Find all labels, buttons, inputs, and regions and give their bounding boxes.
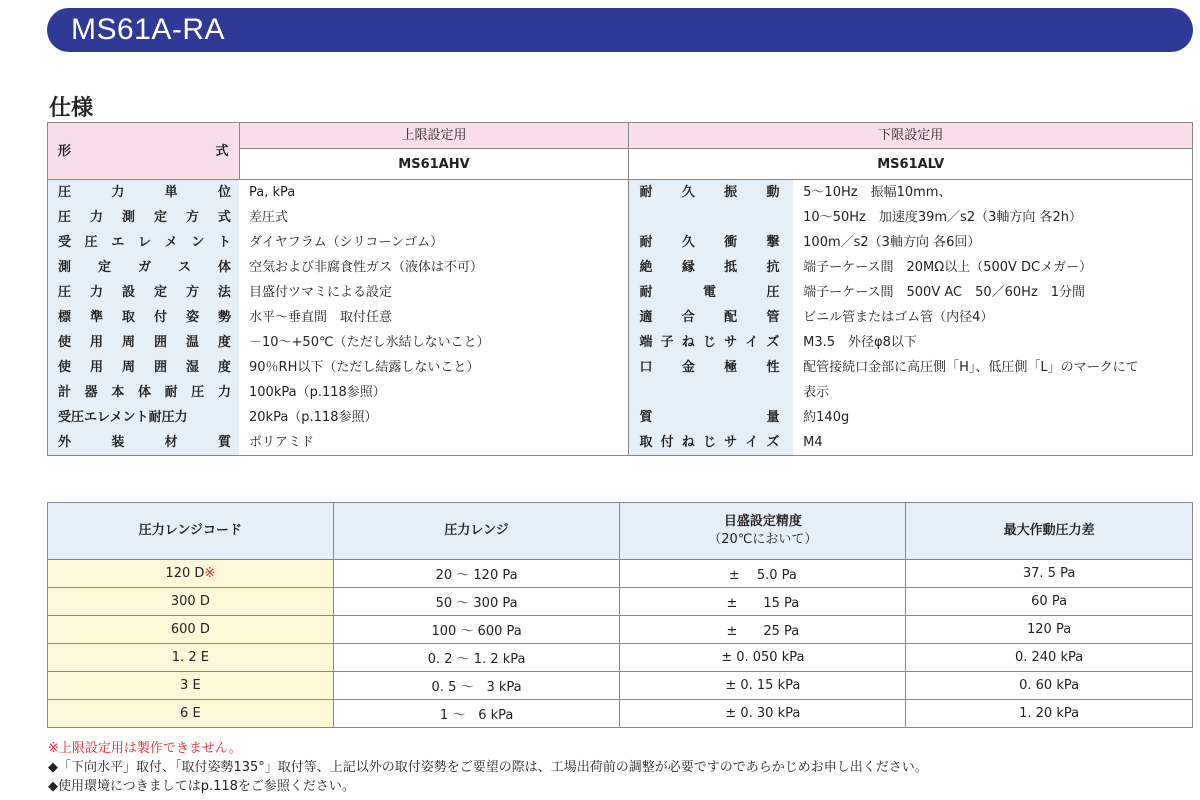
header-pressure-range: 圧力レンジ [333,503,620,560]
note-upper-limit: ※上限設定用は製作できません。 [48,741,242,756]
model-label: 形 式 [58,143,229,159]
spec-left-label [48,255,240,280]
range-code: 120 D※ [48,560,334,588]
spec-right-label [629,305,793,330]
spec-right-value: 端子ーケース間 500V AC 50／60Hz 1分間 [793,280,1192,305]
range-accuracy: ± 25 Pa [620,616,906,644]
spec-left-value: 90％RH以下（ただし結露しないこと） [239,355,629,380]
spec-right-value: 配管接続口金部に高圧側「H」、低圧側「L」のマークにて [793,355,1192,380]
range-row [48,644,1193,672]
lower-limit-model: MS61ALV [629,149,1193,180]
spec-right-label-text: 絶 縁 抵 抗 [639,260,780,275]
spec-row [48,255,1193,280]
spec-table [47,122,1193,456]
upper-limit-label: 上限設定用 [239,123,629,149]
note-environment: ◆使用環境につきましてはp.118をご参照ください。 [48,779,355,794]
header-accuracy: 目盛設定精度 （20℃において） [620,503,906,560]
range-table-header [48,503,1193,560]
spec-right-label [629,180,793,206]
spec-right-label [629,280,793,305]
spec-right-label-text: 質 量 [639,410,780,425]
spec-left-value: 差圧式 [239,205,629,230]
note-mounting: ◆「下向水平」取付、「取付姿勢135°」取付等、上記以外の取付姿勢をご要望の際は、工場出荷前の調整が必要ですのであらかじめお申し出ください。 [48,760,928,775]
spec-right-label [629,230,793,255]
spec-right-label [629,405,793,430]
header-range-code: 圧力レンジコード [48,503,334,560]
spec-left-label [48,330,240,355]
range-value: 20 ～ 120 Pa [333,560,620,588]
lower-limit-label: 下限設定用 [629,123,1193,149]
spec-right-label [629,330,793,355]
range-row [48,700,1193,728]
spec-left-label [48,305,240,330]
spec-left-label-text: 標 準 取 付 姿 勢 [58,310,231,325]
spec-right-label-text: 口 金 極 性 [639,360,780,375]
spec-left-label-text: 圧 力 単 位 [58,185,231,200]
spec-left-label-text: 受圧エレメント耐圧力 [58,410,188,425]
product-title: MS61A-RA [71,13,226,46]
range-accuracy: ± 0. 050 kPa [620,644,906,672]
spec-row [48,230,1193,255]
range-row [48,560,1193,588]
header-max-diff: 最大作動圧力差 [906,503,1193,560]
spec-right-label [629,205,793,230]
spec-row [48,380,1193,405]
upper-limit-model: MS61AHV [239,149,629,180]
range-code: 3 E [48,672,334,700]
range-code: 300 D [48,588,334,616]
range-value: 100 ～ 600 Pa [333,616,620,644]
range-value: 0. 2 ～ 1. 2 kPa [333,644,620,672]
spec-left-value: 目盛付ツマミによる設定 [239,280,629,305]
range-max-diff: 120 Pa [906,616,1193,644]
range-value: 1 ～ 6 kPa [333,700,620,728]
spec-left-label [48,205,240,230]
spec-left-label-text: 使 用 周 囲 温 度 [58,335,231,350]
range-rows [48,560,1193,728]
spec-left-value: ポリアミド [239,430,629,456]
spec-left-label [48,230,240,255]
range-accuracy: ± 5.0 Pa [620,560,906,588]
range-row [48,588,1193,616]
spec-row [48,305,1193,330]
spec-left-label-text: 圧 力 設 定 方 法 [58,285,231,300]
spec-right-value: 約140g [793,405,1192,430]
spec-rows [48,180,1193,456]
spec-left-value: 空気および非腐食性ガス（液体は不可） [239,255,629,280]
spec-right-value: 端子ーケース間 20MΩ以上（500V DCメガー） [793,255,1192,280]
spec-right-label [629,355,793,380]
spec-right-label [629,380,793,405]
spec-right-value: 100m／s2（3軸方向 各6回） [793,230,1192,255]
model-label-cell [48,123,240,180]
spec-left-value: Pa, kPa [239,180,629,206]
spec-row [48,430,1193,456]
spec-row [48,405,1193,430]
spec-right-label [629,430,793,456]
spec-right-label-text: 適 合 配 管 [639,310,780,325]
range-value: 0. 5 ～ 3 kPa [333,672,620,700]
spec-left-value: －10～+50℃（ただし氷結しないこと） [239,330,629,355]
spec-right-label-text: 耐 電 圧 [639,285,780,300]
spec-right-value: M4 [793,430,1192,456]
spec-left-label-text: 測 定 ガ ス 体 [58,260,231,275]
range-max-diff: 60 Pa [906,588,1193,616]
spec-right-label-text: 耐 久 振 動 [639,185,780,200]
spec-left-value: 100kPa（p.118参照） [239,380,629,405]
spec-left-value: 20kPa（p.118参照） [239,405,629,430]
spec-right-value: 表示 [793,380,1192,405]
range-row [48,616,1193,644]
range-accuracy: ± 15 Pa [620,588,906,616]
spec-left-label-text: 圧 力 測 定 方 式 [58,210,231,225]
range-code: 6 E [48,700,334,728]
spec-row [48,280,1193,305]
range-max-diff: 37. 5 Pa [906,560,1193,588]
spec-left-label-text: 使 用 周 囲 湿 度 [58,360,231,375]
range-max-diff: 0. 240 kPa [906,644,1193,672]
spec-row [48,180,1193,206]
range-row [48,672,1193,700]
spec-right-value: 10～50Hz 加速度39m／s2（3軸方向 各2h） [793,205,1192,230]
range-max-diff: 1. 20 kPa [906,700,1193,728]
spec-right-value: 5～10Hz 振幅10mm、 [793,180,1192,206]
spec-right-label-text: 端 子 ね じ サ イ ズ [639,335,780,350]
spec-right-label-text: 耐 久 衝 撃 [639,235,780,250]
range-accuracy: ± 0. 30 kPa [620,700,906,728]
spec-right-value: ビニル管またはゴム管（内径4） [793,305,1192,330]
spec-right-value: M3.5 外径φ8以下 [793,330,1192,355]
spec-right-label-text: 取 付 ね じ サ イ ズ [639,435,780,450]
spec-left-value: ダイヤフラム（シリコーンゴム） [239,230,629,255]
section-title: 仕様 [49,96,94,121]
spec-left-label-text: 外 装 材 質 [58,435,231,450]
range-value: 50 ～ 300 Pa [333,588,620,616]
notes [48,739,928,796]
spec-row [48,205,1193,230]
unavailable-mark: ※ [204,566,216,581]
spec-left-label [48,180,240,206]
spec-left-label [48,380,240,405]
spec-left-label [48,355,240,380]
spec-left-label [48,405,240,430]
range-max-diff: 0. 60 kPa [906,672,1193,700]
range-accuracy: ± 0. 15 kPa [620,672,906,700]
spec-left-label-text: 計 器 本 体 耐 圧 力 [58,385,231,400]
spec-left-label-text: 受 圧 エ レ メ ン ト [58,235,231,250]
spec-left-label [48,430,240,456]
title-banner [47,8,1193,52]
spec-left-label [48,280,240,305]
spec-row [48,355,1193,380]
spec-row [48,330,1193,355]
spec-right-label [629,255,793,280]
pressure-range-table [47,502,1193,728]
spec-left-value: 水平～垂直間 取付任意 [239,305,629,330]
range-code: 600 D [48,616,334,644]
range-code: 1. 2 E [48,644,334,672]
